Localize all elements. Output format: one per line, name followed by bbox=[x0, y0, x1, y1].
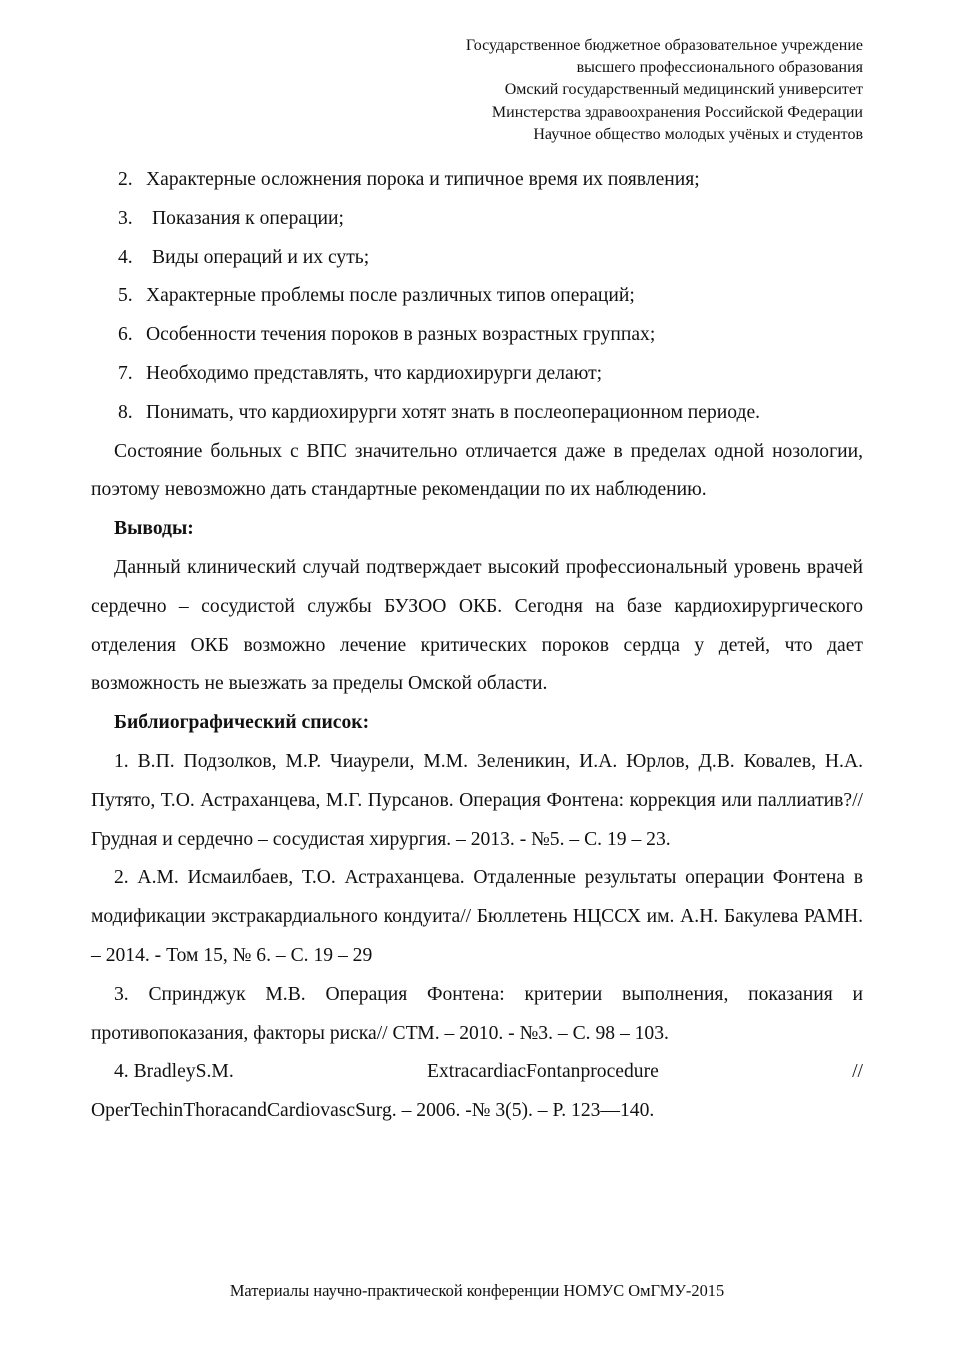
list-item-text: Виды операций и их суть; bbox=[152, 246, 370, 268]
list-item bbox=[91, 200, 863, 239]
header-line: Государственное бюджетное образовательное учреждение bbox=[465, 37, 863, 54]
list-item-number: 2. bbox=[118, 169, 133, 190]
reference-item: 2. А.М. Исмаилбаев, Т.О. Астраханцева. Отдаленные результаты операции Фонтена в модификации экстракардиального кондуита// Бюллетень НЦССХ им. А.Н. Бакулева РАМН. – 2014. - Том 15, № 6. – С. 19 – 29 bbox=[91, 867, 863, 966]
institution-header bbox=[263, 35, 863, 146]
body-paragraph: Состояние больных с ВПС значительно отличается даже в пределах одной нозологии, поэтому невозможно дать стандартные рекомендации по их наблюдению. bbox=[91, 440, 863, 501]
document-body bbox=[91, 161, 863, 1131]
header-line: Омский государственный медицинский университет bbox=[504, 81, 863, 99]
list-item bbox=[91, 277, 863, 316]
list-item bbox=[91, 394, 863, 433]
page-footer: Материалы научно-практической конференции НОМУС ОмГМУ-2015 bbox=[229, 1281, 725, 1300]
list-item bbox=[91, 355, 863, 394]
header-line: Минстерства здравоохранения Российской Федерации bbox=[491, 103, 863, 121]
reference-item: 3. Спринджук М.В. Операция Фонтена: критерии выполнения, показания и противопоказания, факторы риска// СТМ. – 2010. - №3. – С. 98 – 103. bbox=[91, 983, 863, 1044]
reference-author: 4. BradleyS.M. bbox=[114, 1061, 234, 1083]
list-item-text: Особенности течения пороков в разных возрастных группах; bbox=[146, 324, 656, 346]
list-item-number: 3. bbox=[118, 207, 133, 229]
reference-source: OperTechinThoracandCardiovascSurg. – 2006. -№ 3(5). – P. 123—140. bbox=[91, 1100, 655, 1122]
list-item-text: Характерные проблемы после различных типов операций; bbox=[146, 285, 635, 307]
list-item-text: Необходимо представлять, что кардиохирурги делают; bbox=[146, 362, 603, 384]
header-line: Научное общество молодых учёных и студентов bbox=[533, 125, 863, 143]
bibliography-heading: Библиографический список: bbox=[114, 712, 370, 734]
list-item-number: 8. bbox=[118, 401, 133, 423]
header-line: высшего профессионального образования bbox=[576, 59, 863, 77]
list-item bbox=[91, 239, 863, 278]
list-item bbox=[91, 316, 863, 355]
list-item-text: Понимать, что кардиохирурги хотят знать в послеоперационном периоде. bbox=[146, 401, 761, 423]
reference-separator: // bbox=[852, 1061, 863, 1083]
list-item-number: 5. bbox=[118, 285, 133, 307]
conclusions-heading: Выводы: bbox=[114, 518, 194, 540]
list-item bbox=[91, 161, 863, 200]
conclusions-paragraph: Данный клинический случай подтверждает высокий профессиональный уровень врачей сердечно – сосудистой службы БУЗОО ОКБ. Сегодня на базе кардиохирургического отделения ОКБ возможно лечение критических пороков сердца у детей, что дает возможность не выезжать за пределы Омской области. bbox=[91, 556, 863, 695]
list-item-number: 7. bbox=[118, 362, 133, 384]
list-item-text: Характерные осложнения порока и типичное время их появления; bbox=[146, 169, 700, 190]
list-item-text: Показания к операции; bbox=[152, 207, 344, 229]
list-item-number: 4. bbox=[118, 246, 133, 268]
reference-item: 1. В.П. Подзолков, М.Р. Чиаурели, М.М. Зеленикин, И.А. Юрлов, Д.В. Ковалев, Н.А. Путято, Т.О. Астраханцева, М.Г. Пурсанов. Операция Фонтена: коррекция или паллиатив?// Грудная и сердечно – сосудистая хирургия. – 2013. - №5. – С. 19 – 23. bbox=[91, 750, 863, 850]
list-item-number: 6. bbox=[118, 324, 133, 346]
reference-title: ExtracardiacFontanprocedure bbox=[427, 1061, 659, 1083]
reference-item bbox=[91, 1053, 863, 1131]
